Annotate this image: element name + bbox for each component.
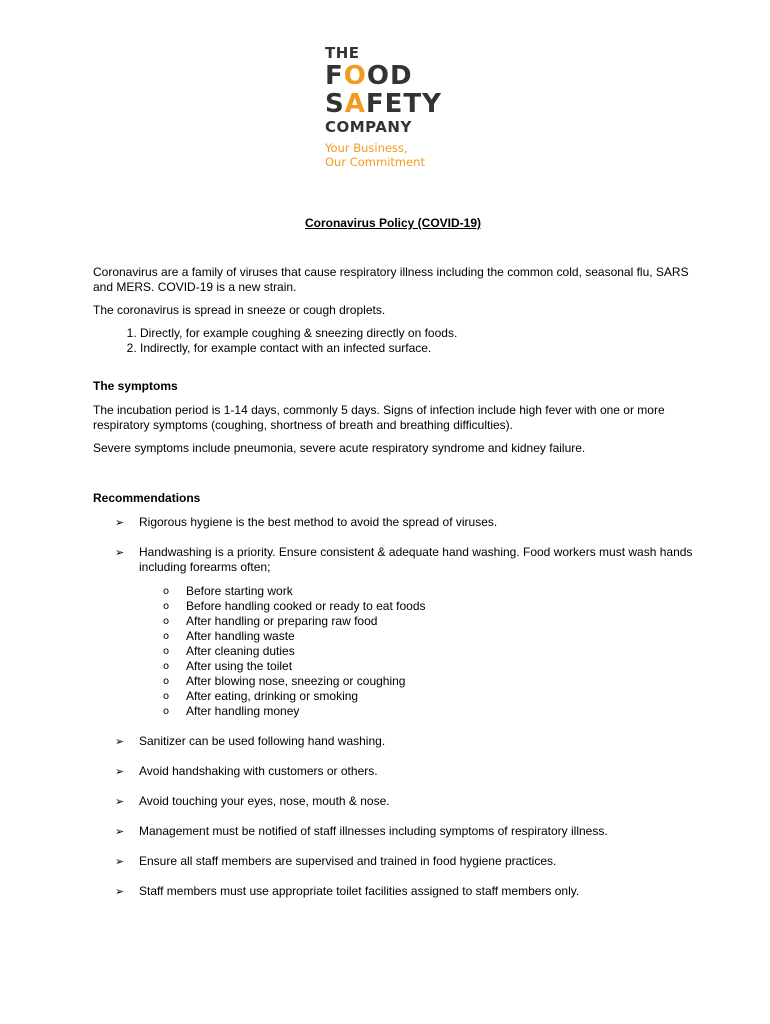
logo-line-safety: SAFETY	[325, 89, 442, 119]
symptoms-paragraph: The incubation period is 1-14 days, commonly 5 days. Signs of infection include high fever with one or more respiratory symptoms (coughing, shortness of breath and breathing difficulties).	[93, 403, 665, 432]
list-item: o After handling or preparing raw food	[163, 614, 378, 628]
circle-bullet-icon: o	[163, 661, 170, 672]
arrow-bullet-icon: ➢	[115, 795, 125, 808]
list-item: ➢ Avoid touching your eyes, nose, mouth & nose.	[115, 794, 390, 808]
policy-document	[93, 216, 693, 914]
circle-bullet-icon: o	[163, 691, 170, 702]
arrow-bullet-icon: ➢	[115, 855, 125, 868]
severe-symptoms-paragraph: Severe symptoms include pneumonia, severe acute respiratory syndrome and kidney failure.	[93, 441, 586, 455]
logo-tagline-line1: Your Business,	[325, 141, 408, 155]
list-item: o After blowing nose, sneezing or coughing	[163, 674, 406, 688]
list-item: ➢ Avoid handshaking with customers or others.	[115, 764, 378, 778]
list-item: o After handling money	[163, 704, 300, 718]
arrow-bullet-icon: ➢	[115, 735, 125, 748]
document-title: Coronavirus Policy (COVID-19)	[304, 216, 482, 230]
logo-line-company: COMPANY	[325, 118, 412, 136]
circle-bullet-icon: o	[163, 586, 170, 597]
circle-bullet-icon: o	[163, 646, 170, 657]
circle-bullet-icon: o	[163, 676, 170, 687]
spread-paragraph: The coronavirus is spread in sneeze or cough droplets.	[93, 303, 386, 317]
list-item: 1. Directly, for example coughing & sneezing directly on foods.	[140, 326, 693, 341]
list-item: o Before starting work	[163, 584, 293, 598]
logo-line-food: FOOD	[325, 61, 413, 91]
logo-tagline	[325, 141, 455, 169]
circle-bullet-icon: o	[163, 616, 170, 627]
handwash-times-list	[139, 584, 693, 719]
list-item: ➢ Handwashing is a priority. Ensure consistent & adequate hand washing. Food workers must wash hands including forearms often; o Before starting work o Before handling cooked or ready to eat foods o After handling or preparing raw food o After handling waste o After cleaning duties o After using the toilet o After blowing nose, sneezing or coughing o After eating, drinking or smoking o After handling money	[115, 545, 693, 718]
list-item: o After eating, drinking or smoking	[163, 689, 359, 703]
list-item: o After cleaning duties	[163, 644, 295, 658]
arrow-bullet-icon: ➢	[115, 516, 125, 529]
logo-line-the: THE	[325, 44, 360, 62]
recommendations-list	[93, 515, 693, 899]
circle-bullet-icon: o	[163, 601, 170, 612]
list-item: o After using the toilet	[163, 659, 293, 673]
list-item: o Before handling cooked or ready to eat foods	[163, 599, 426, 613]
list-item: ➢ Sanitizer can be used following hand washing.	[115, 734, 386, 748]
list-item: ➢ Rigorous hygiene is the best method to avoid the spread of viruses.	[115, 515, 498, 529]
list-item: o After handling waste	[163, 629, 295, 643]
list-item: ➢ Ensure all staff members are supervised and trained in food hygiene practices.	[115, 854, 557, 868]
logo-tagline-line2: Our Commitment	[325, 155, 425, 169]
arrow-bullet-icon: ➢	[115, 765, 125, 778]
arrow-bullet-icon: ➢	[115, 885, 125, 898]
arrow-bullet-icon: ➢	[115, 825, 125, 838]
circle-bullet-icon: o	[163, 706, 170, 717]
list-item: 2. Indirectly, for example contact with an infected surface.	[140, 341, 693, 356]
symptoms-heading: The symptoms	[93, 379, 178, 393]
company-logo	[325, 46, 455, 169]
intro-paragraph: Coronavirus are a family of viruses that cause respiratory illness including the common cold, seasonal flu, SARS and MERS. COVID-19 is a new strain.	[93, 265, 689, 294]
recommendations-heading: Recommendations	[93, 491, 201, 505]
spread-list	[93, 326, 693, 356]
circle-bullet-icon: o	[163, 631, 170, 642]
list-item: ➢ Staff members must use appropriate toilet facilities assigned to staff members only.	[115, 884, 580, 898]
arrow-bullet-icon: ➢	[115, 546, 125, 559]
list-item: ➢ Management must be notified of staff illnesses including symptoms of respiratory illness.	[115, 824, 608, 838]
